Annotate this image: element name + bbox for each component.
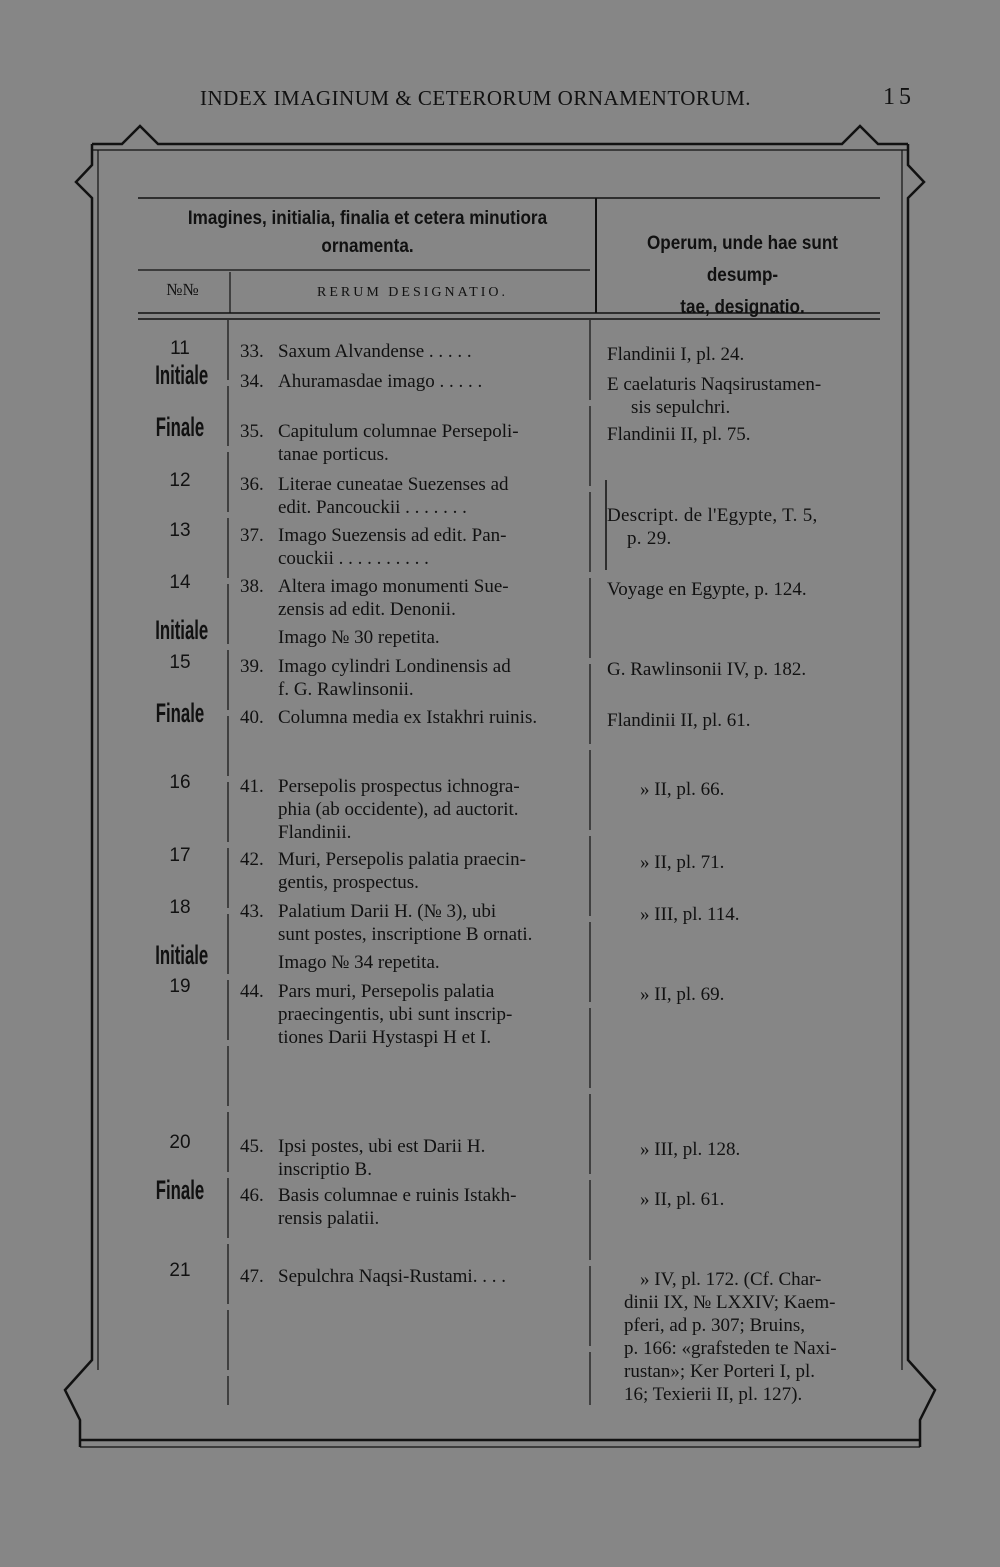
entry-text: inscriptio B. [278, 1159, 372, 1180]
row-number: 15 [169, 652, 191, 673]
source-text: 16; Texierii II, pl. 127). [624, 1384, 803, 1405]
entry-text: praecingentis, ubi sunt inscrip- [278, 1004, 513, 1025]
row-number: 18 [169, 897, 191, 918]
entry-text: Palatium Darii H. (№ 3), ubi [278, 901, 497, 922]
entry-text: Sepulchra Naqsi-Rustami. . . . [278, 1266, 506, 1287]
source-text: E caelaturis Naqsirustamen- [607, 374, 822, 395]
entry-text: edit. Pancouckii . . . . . . . [278, 497, 467, 518]
entry-text: couckii . . . . . . . . . . [278, 548, 429, 569]
row-number: 19 [169, 976, 191, 997]
entry-41 [240, 775, 580, 844]
header-right-line2: tae, designatio. [680, 297, 805, 318]
entry-number: 42. [240, 849, 264, 870]
source-entry [640, 1188, 915, 1211]
entry-text: zensis ad edit. Denonii. [278, 599, 456, 620]
entry-number: 38. [240, 576, 264, 597]
entry-text: rensis palatii. [278, 1208, 380, 1229]
row-number: 20 [169, 1132, 191, 1153]
entry-40 [240, 706, 580, 729]
source-entry [640, 778, 915, 801]
source-entry [607, 578, 882, 601]
ornament-label: Initiale [155, 940, 209, 970]
entry-number: 46. [240, 1185, 264, 1206]
source-entry [640, 851, 915, 874]
source-text: Flandinii II, pl. 61. [607, 710, 751, 731]
source-entry [640, 903, 915, 926]
entry-text: sunt postes, inscriptione B ornati. [278, 924, 533, 945]
entry-42 [240, 848, 580, 894]
source-text: p. 166: «grafsteden te Naxi- [624, 1338, 837, 1359]
entry-text: Saxum Alvandense . . . . . [278, 341, 472, 362]
source-text: » II, pl. 61. [640, 1189, 725, 1210]
entry-number: 35. [240, 421, 264, 442]
source-text: G. Rawlinsonii IV, p. 182. [607, 659, 807, 680]
source-entry [607, 343, 882, 366]
entry-text: Muri, Persepolis palatia praecin- [278, 849, 526, 870]
source-text: Voyage en Egypte, p. 124. [607, 579, 807, 600]
source-entry [607, 373, 882, 419]
source-text: sis sepulchri. [631, 397, 731, 418]
source-entry [607, 709, 882, 732]
row-number: 13 [169, 520, 191, 541]
entry-text: gentis, prospectus. [278, 872, 419, 893]
source-entry [624, 1268, 880, 1406]
numbers-column-header: №№ [166, 280, 199, 299]
entry-38 [240, 575, 580, 621]
designation-column-header: RERUM DESIGNATIO. [317, 285, 508, 300]
table-header-left [163, 205, 573, 261]
page-number: 15 [883, 84, 915, 110]
entry-text: tanae porticus. [278, 444, 389, 465]
entry-text: Flandinii. [278, 822, 352, 843]
ornament-label: Initiale [155, 615, 209, 645]
entry-number: 37. [240, 525, 264, 546]
entry-text: Columna media ex Istakhri ruinis. [278, 707, 538, 728]
entry-36 [240, 473, 580, 519]
entry-number: 39. [240, 656, 264, 677]
entry-text: f. G. Rawlinsonii. [278, 679, 414, 700]
entry-number: 45. [240, 1136, 264, 1157]
source-text: » II, pl. 69. [640, 984, 725, 1005]
ornament-label: Finale [155, 1175, 205, 1205]
page-title: INDEX IMAGINUM & CETERORUM ORNAMENTORUM. [200, 86, 752, 110]
row-number: 14 [169, 572, 191, 593]
entry-text: Persepolis prospectus ichnogra- [278, 776, 520, 797]
entry-text: Imago cylindri Londinensis ad [278, 656, 511, 677]
entry-number: 47. [240, 1266, 264, 1287]
source-entry [640, 983, 915, 1006]
entry-text: Ipsi postes, ubi est Darii H. [278, 1136, 486, 1157]
entry-45 [240, 1135, 580, 1181]
entry-text: tiones Darii Hystaspi H et I. [278, 1027, 492, 1048]
row-number: 21 [169, 1260, 191, 1281]
ornament-label: Finale [155, 412, 205, 442]
header-left-line1: Imagines, initialia, finalia et cetera minutiora [187, 208, 548, 229]
source-text: » III, pl. 128. [640, 1139, 741, 1160]
row-number: 17 [169, 845, 191, 866]
entry-34 [240, 370, 580, 393]
entry-47 [240, 1265, 580, 1288]
table-header-right [614, 228, 871, 324]
entry-number: 43. [240, 901, 264, 922]
source-text: dinii IX, № LXXIV; Kaem- [624, 1292, 836, 1313]
entry-37 [240, 524, 580, 570]
source-text: » IV, pl. 172. (Cf. Char- [640, 1269, 822, 1290]
entry-number: 41. [240, 776, 264, 797]
source-entry [607, 658, 882, 681]
entry-number: 36. [240, 474, 264, 495]
entry-text: Basis columnae e ruinis Istakh- [278, 1185, 517, 1206]
entry-text: Literae cuneatae Suezenses ad [278, 474, 509, 495]
header-right-line1: Operum, unde hae sunt desump- [647, 233, 838, 286]
source-text: » II, pl. 71. [640, 852, 725, 873]
entry-44 [240, 980, 580, 1049]
entry-repeat-34 [240, 951, 580, 974]
entry-43 [240, 900, 580, 946]
source-text: » III, pl. 114. [640, 904, 740, 925]
source-text: pferi, ad p. 307; Bruins, [624, 1315, 806, 1336]
source-text: rustan»; Ker Porteri I, pl. [624, 1361, 816, 1382]
source-text: p. 29. [627, 528, 672, 549]
entry-46 [240, 1184, 580, 1230]
entry-text: Imago Suezensis ad edit. Pan- [278, 525, 507, 546]
header-left-line2: ornamenta. [321, 236, 414, 257]
source-text: Flandinii II, pl. 75. [607, 424, 751, 445]
entry-text: Imago № 30 repetita. [278, 627, 440, 648]
entry-text: Ahuramasdae imago . . . . . [278, 371, 483, 392]
ornament-label: Finale [155, 698, 205, 728]
entry-33 [240, 340, 580, 363]
entry-text: Imago № 34 repetita. [278, 952, 440, 973]
source-entry [607, 504, 882, 550]
entry-text: phia (ab occidente), ad auctorit. [278, 799, 519, 820]
entry-repeat-30 [240, 626, 580, 649]
entry-number: 44. [240, 981, 264, 1002]
source-entry [607, 423, 882, 446]
ornament-label: Initiale [155, 360, 209, 390]
entry-number: 33. [240, 341, 264, 362]
entry-35 [240, 420, 580, 466]
entry-number: 34. [240, 371, 264, 392]
entry-text: Pars muri, Persepolis palatia [278, 981, 495, 1002]
row-number: 16 [169, 772, 191, 793]
entry-text: Altera imago monumenti Sue- [278, 576, 509, 597]
source-text: » II, pl. 66. [640, 779, 725, 800]
source-text: Descript. de l'Egypte, T. 5, [607, 505, 818, 526]
entry-39 [240, 655, 580, 701]
entry-text: Capitulum columnae Persepoli- [278, 421, 519, 442]
source-entry [640, 1138, 915, 1161]
row-number: 11 [170, 338, 190, 359]
row-number: 12 [169, 470, 191, 491]
entry-number: 40. [240, 707, 264, 728]
source-text: Flandinii I, pl. 24. [607, 344, 745, 365]
